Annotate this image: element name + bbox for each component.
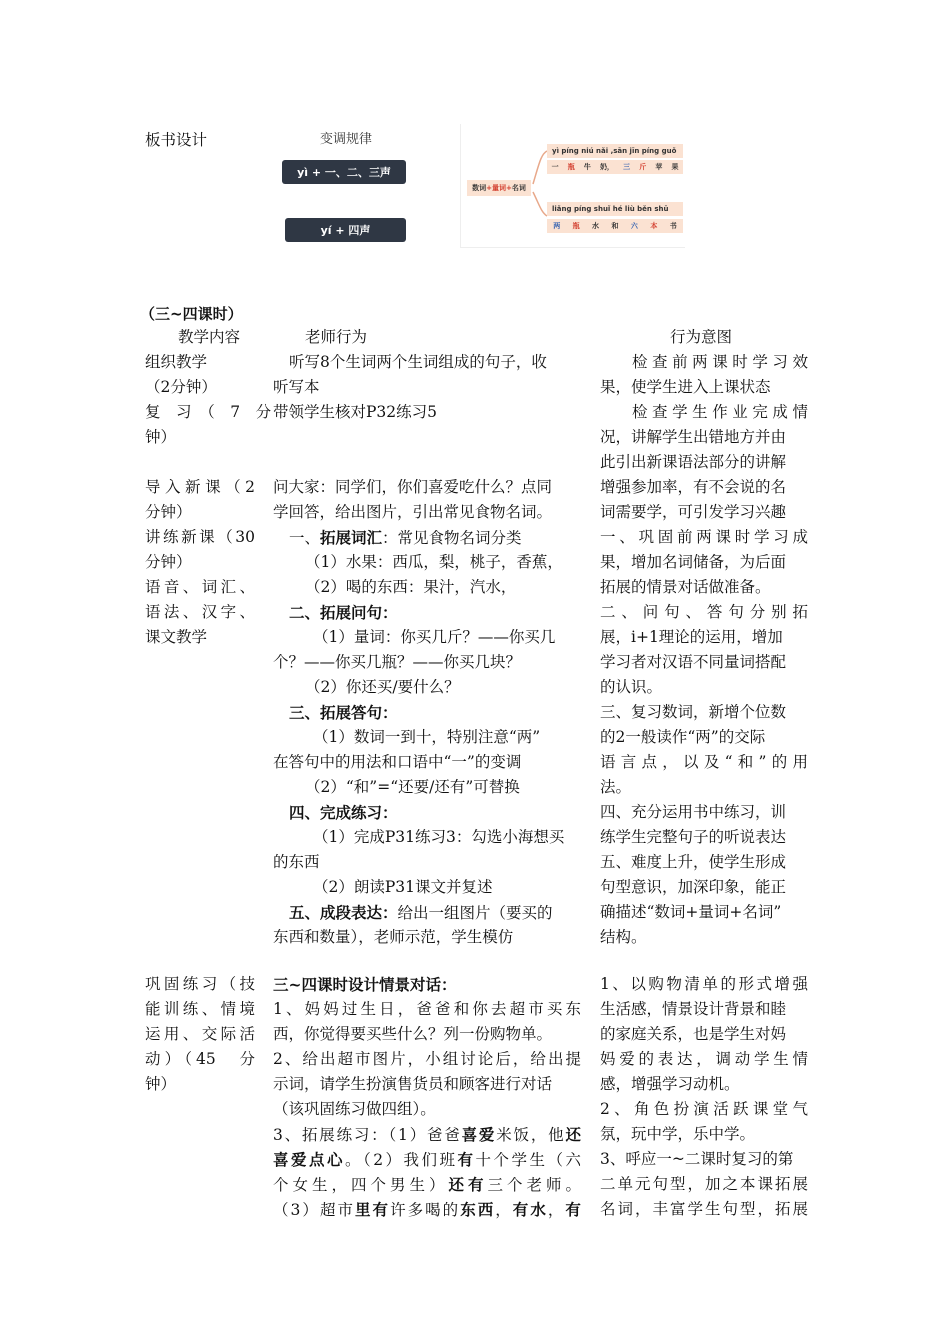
content-item: 巩固练习（技 <box>145 975 255 993</box>
tone-rule-pill-yi4: yì + 一、二、三声 <box>282 160 406 184</box>
intent-line: 展，i+1理论的运用，增加 <box>600 628 783 646</box>
teacher-line: （2）朗读P31课文并复述 <box>313 878 493 896</box>
intent-line: 练学生完整句子的听说表达 <box>600 828 787 846</box>
teacher-line: 喜爱点心。（2）我们班有十个学生（六 <box>273 1150 581 1169</box>
content-item: 钟） <box>145 428 177 446</box>
teacher-line: （1）水果：西瓜，梨，桃子，香蕉， <box>305 553 563 571</box>
teacher-line: （2）“和”=“还要/还有”可替换 <box>305 778 520 796</box>
intent-line: 况，讲解学生出错地方并由 <box>600 428 787 446</box>
intent-line: 的2一般读作“两”的交际 <box>600 728 766 746</box>
teacher-line: 带领学生核对P32练习5 <box>273 403 438 421</box>
intent-line: 2、角色扮演活跃课堂气 <box>600 1100 808 1118</box>
teacher-line: （1）量词：你买几斤？——你买几 <box>313 628 556 646</box>
teacher-line: 学回答，给出图片，引出常见食物名词。 <box>273 503 553 521</box>
content-item: 钟） <box>145 1075 177 1093</box>
intent-line: 语言点，以及“和”的用 <box>600 753 808 771</box>
content-item: 动）（45 分 <box>145 1050 255 1068</box>
section-title: （三~四课时） <box>140 305 243 323</box>
intent-line: 名词，丰富学生句型，拓展 <box>600 1200 808 1218</box>
intent-line: 氛，玩中学，乐中学。 <box>600 1125 756 1143</box>
teacher-line: （2）你还买/要什么？ <box>305 678 460 696</box>
teacher-line: 2、给出超市图片，小组讨论后，给出提 <box>273 1050 581 1068</box>
content-item: 讲练新课（30 <box>145 528 255 546</box>
intent-line: 确描述“数词+量词+名词” <box>600 903 782 921</box>
diagram-center-formula: 数词 + 量词 + 名词 <box>467 180 531 196</box>
intent-line: 果，增加名词储备，为后面 <box>600 553 787 571</box>
teacher-line: 五、成段表达：给出一组图片（要买的 <box>289 903 553 922</box>
teacher-line: 听写8个生词两个生词组成的句子，收 <box>289 353 547 371</box>
intent-line: 二单元句型，加之本课拓展 <box>600 1175 808 1193</box>
teacher-line: 示词，请学生扮演售货员和顾客进行对话 <box>273 1075 553 1093</box>
teacher-line: （1）数词一到十，特别注意“两” <box>313 728 541 746</box>
teacher-line: 西，你觉得要买些什么？列一份购物单。 <box>273 1025 553 1043</box>
content-item: 分钟） <box>145 553 192 571</box>
board-design-label: 板书设计 <box>145 131 208 149</box>
intent-line: 的认识。 <box>600 678 663 696</box>
teacher-line: （2）喝的东西：果汁，汽水， <box>305 578 517 596</box>
intent-line: 法。 <box>600 778 632 796</box>
teacher-line: 个？——你买几瓶？——你买几块？ <box>273 653 522 671</box>
intent-line: 3、呼应一~二课时复习的第 <box>600 1150 794 1168</box>
content-item: 课文教学 <box>145 628 208 646</box>
content-item: 复 习 （ 7 分 <box>145 403 272 421</box>
diagram-top-pinyin: yì píng niú nǎi ,sān jīn píng guǒ <box>547 144 683 158</box>
dialogue-title: 三~四课时设计情景对话： <box>273 975 457 994</box>
content-item: 语音、词汇、 <box>145 578 255 596</box>
tone-rule-title: 变调规律 <box>320 132 373 147</box>
content-item: 导入新课（2 <box>145 478 255 496</box>
teacher-line: （3）超市里有许多喝的东西，有水，有 <box>273 1200 581 1219</box>
diagram-top-words: 一 瓶 牛 奶， 三 斤 苹 果 <box>547 160 683 174</box>
content-item: （2分钟） <box>145 378 217 396</box>
content-item: 运用、交际活 <box>145 1025 255 1043</box>
intent-line: 生活感，情景设计背景和睦 <box>600 1000 787 1018</box>
teacher-line: 东西和数量），老师示范，学生模仿 <box>273 928 514 946</box>
teacher-line: （1）完成P31练习3：勾选小海想买 <box>313 828 565 846</box>
teacher-line: 1、妈妈过生日，爸爸和你去超市买东 <box>273 1000 581 1018</box>
intent-line: 词需要学，可引发学习兴趣 <box>600 503 787 521</box>
teacher-line: 三、拓展答句： <box>289 703 398 722</box>
intent-line: 四、充分运用书中练习，训 <box>600 803 787 821</box>
content-item: 分钟） <box>145 503 192 521</box>
intent-line: 三、复习数词，新增个位数 <box>600 703 787 721</box>
header-content: 教学内容 <box>178 328 241 346</box>
intent-line: 此引出新课语法部分的讲解 <box>600 453 787 471</box>
intent-line: 1、以购物清单的形式增强 <box>600 975 808 993</box>
teacher-line: 一、拓展词汇：常见食物名词分类 <box>289 528 522 547</box>
tone-rule-pill-yi2: yí + 四声 <box>285 218 406 242</box>
intent-line: 句型意识，加深印象，能正 <box>600 878 787 896</box>
header-teacher: 老师行为 <box>305 328 368 346</box>
intent-line: 检查前两课时学习效 <box>632 353 808 371</box>
diagram-bottom-pinyin: liǎng píng shuǐ hé liù běn shū <box>547 202 683 216</box>
diagram-bottom-words: 两 瓶 水 和 六 本 书 <box>547 219 683 233</box>
teacher-line: 的东西 <box>273 853 320 871</box>
teacher-line: 四、完成练习： <box>289 803 398 822</box>
intent-line: 二、问句、答句分别拓 <box>600 603 808 621</box>
intent-line: 拓展的情景对话做准备。 <box>600 578 771 596</box>
teacher-line: 二、拓展问句： <box>289 603 398 622</box>
intent-line: 结构。 <box>600 928 647 946</box>
intent-line: 妈爱的表达，调动学生情 <box>600 1050 808 1068</box>
intent-line: 增强参加率，有不会说的名 <box>600 478 787 496</box>
teacher-line: 在答句中的用法和口语中“一”的变调 <box>273 753 522 771</box>
content-item: 能训练、情境 <box>145 1000 255 1018</box>
teacher-line: 个女生，四个男生）还有三个老师。 <box>273 1175 581 1194</box>
teacher-line: 3、拓展练习：（1）爸爸喜爱米饭，他还 <box>273 1125 581 1144</box>
teacher-line: （该巩固练习做四组）。 <box>273 1100 436 1118</box>
intent-line: 学习者对汉语不同量词搭配 <box>600 653 787 671</box>
content-item: 语法、汉字、 <box>145 603 255 621</box>
intent-line: 检查学生作业完成情 <box>632 403 808 421</box>
intent-line: 五、难度上升，使学生形成 <box>600 853 787 871</box>
intent-line: 的家庭关系，也是学生对妈 <box>600 1025 787 1043</box>
teacher-line: 问大家：同学们，你们喜爱吃什么？点同 <box>273 478 553 496</box>
teacher-line: 听写本 <box>273 378 320 396</box>
intent-line: 一、巩固前两课时学习成 <box>600 528 808 546</box>
structure-diagram <box>460 124 685 248</box>
intent-line: 感，增强学习动机。 <box>600 1075 740 1093</box>
intent-line: 果，使学生进入上课状态 <box>600 378 771 396</box>
header-intent: 行为意图 <box>670 328 733 346</box>
content-item: 组织教学 <box>145 353 208 371</box>
